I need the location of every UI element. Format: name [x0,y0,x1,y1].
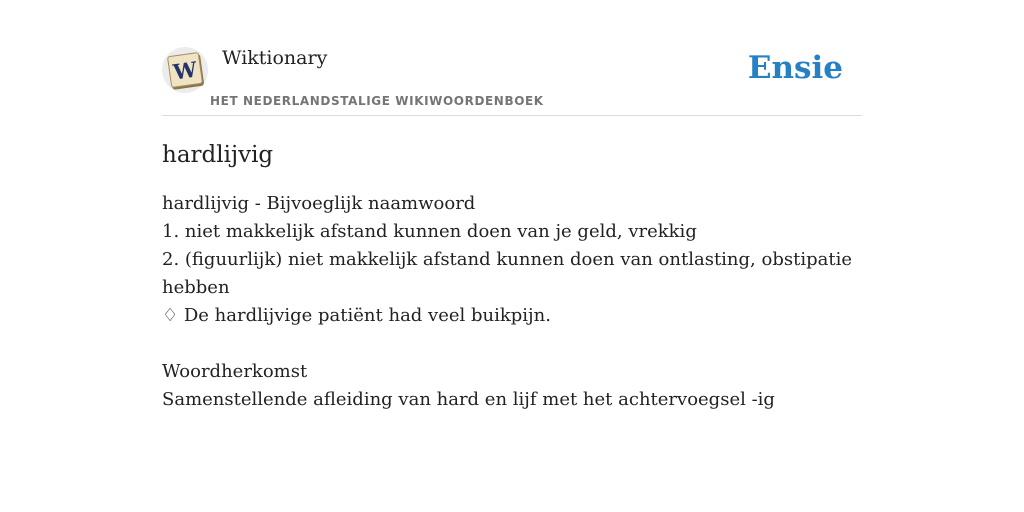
site-header [162,44,862,116]
etymology-text: Samenstellende afleiding van hard en lijf met het achtervoegsel -ig [162,389,775,410]
ensie-brand-link[interactable]: Ensie [747,50,843,86]
page-container [162,44,862,414]
wiktionary-logo[interactable] [162,47,208,93]
page-title: hardlijvig [162,142,274,168]
entry-content [162,190,862,414]
wiktionary-logo-icon: W [167,52,203,88]
example-sentence: ♢ De hardlijvige patiënt had veel buikpijn. [162,305,551,326]
site-name[interactable]: Wiktionary [222,47,328,69]
part-of-speech-line: hardlijvig - Bijvoeglijk naamwoord [162,193,476,214]
site-tagline: HET NEDERLANDSTALIGE WIKIWOORDENBOEK [210,94,544,108]
definition-1: 1. niet makkelijk afstand kunnen doen van je geld, vrekkig [162,221,697,242]
section-spacer [162,330,862,358]
etymology-heading: Woordherkomst [162,361,308,382]
definition-2: 2. (figuurlijk) niet makkelijk afstand kunnen doen van ontlasting, obstipatie hebben [162,249,852,298]
